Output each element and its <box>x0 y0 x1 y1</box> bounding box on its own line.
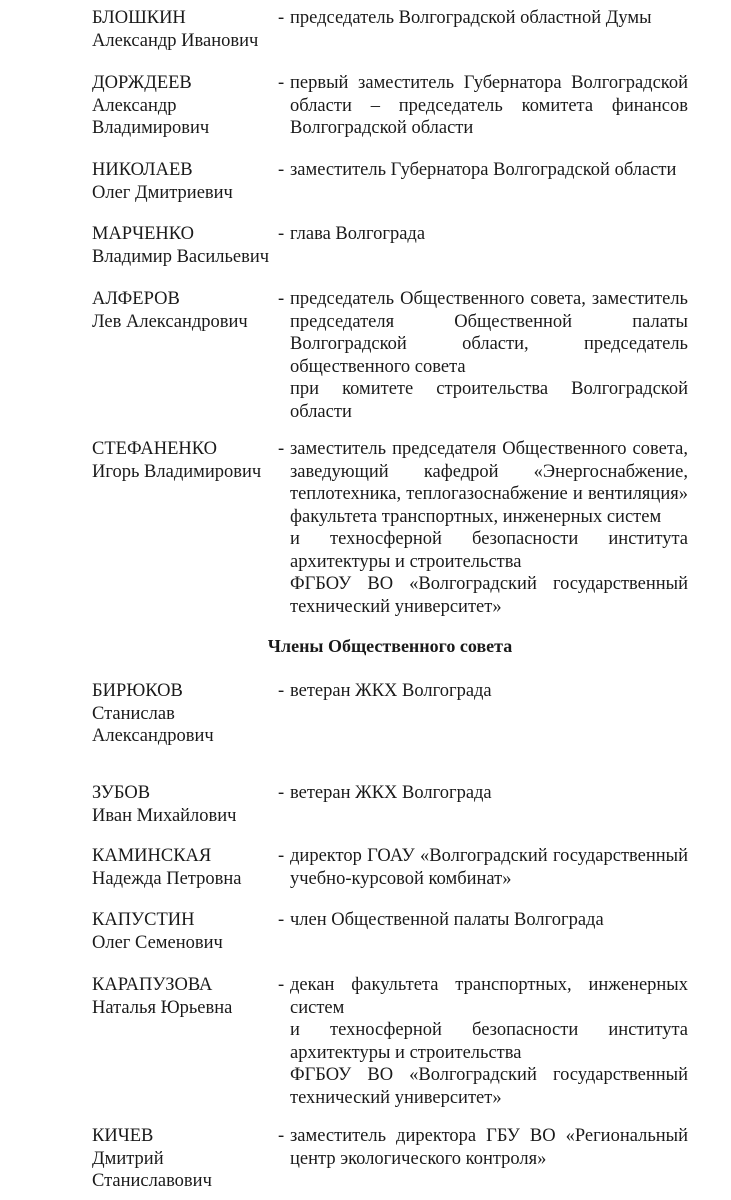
given-name: Иван Михайлович <box>92 805 237 826</box>
surname: АЛФЕРОВ <box>92 289 180 309</box>
given-name: Наталья Юрьевна <box>92 997 233 1018</box>
person-name <box>92 909 285 954</box>
position-description <box>290 782 688 805</box>
desc-line: директор ГОАУ «Волгоградский государственный <box>290 846 688 866</box>
given-name: Надежда Петровна <box>92 868 242 889</box>
person-name <box>92 974 285 1019</box>
desc-line: Волгоградской области, председатель <box>290 334 688 354</box>
surname: КАМИНСКАЯ <box>92 846 212 866</box>
desc-line: технический университет» <box>290 596 502 617</box>
position-description <box>290 974 688 1109</box>
surname: НИКОЛАЕВ <box>92 160 193 180</box>
surname: ЗУБОВ <box>92 783 151 803</box>
desc-line: ветеран ЖКХ Волгограда <box>290 681 492 701</box>
desc-line: заместитель Губернатора Волгоградской области <box>290 160 677 180</box>
position-description <box>290 7 688 30</box>
dash: - <box>278 681 285 701</box>
given-name: Олег Семенович <box>92 932 223 953</box>
desc-line: технический университет» <box>290 1087 502 1108</box>
surname: МАРЧЕНКО <box>92 224 195 244</box>
desc-line: центр экологического контроля» <box>290 1148 547 1169</box>
given-name: Олег Дмитриевич <box>92 182 233 203</box>
person-name <box>92 782 285 827</box>
given-name: Станислав <box>92 703 175 724</box>
desc-line: ФГБОУ ВО «Волгоградский государственный <box>290 1065 688 1085</box>
position-description <box>290 845 688 890</box>
desc-line: систем <box>290 997 345 1018</box>
desc-line: декан факультета транспортных, инженерных <box>290 975 688 995</box>
position-description <box>290 159 688 182</box>
desc-line: первый заместитель Губернатора Волгоградской <box>290 73 688 93</box>
desc-line: области – председатель комитета финансов <box>290 95 688 116</box>
dash: - <box>278 224 285 244</box>
person-name <box>92 159 285 204</box>
surname: БЛОШКИН <box>92 8 186 28</box>
surname: БИРЮКОВ <box>92 681 183 701</box>
dash: - <box>278 8 285 28</box>
position-description <box>290 1125 688 1170</box>
surname: КИЧЕВ <box>92 1126 154 1146</box>
desc-line: архитектуры и строительства <box>290 551 522 572</box>
desc-line: и техносферной безопасности института <box>290 1020 688 1040</box>
dash: - <box>278 846 285 866</box>
desc-line: ФГБОУ ВО «Волгоградский государственный <box>290 574 688 594</box>
person-name <box>92 223 285 268</box>
dash: - <box>278 1126 285 1146</box>
desc-line: член Общественной палаты Волгограда <box>290 910 604 930</box>
desc-line: области <box>290 401 352 422</box>
dash: - <box>278 783 285 803</box>
desc-line: теплотехника, теплогазоснабжение и вентиляция» <box>290 484 688 504</box>
desc-line: председатель Общественного совета, заместитель <box>290 289 688 309</box>
desc-line: общественного совета <box>290 356 466 377</box>
dash: - <box>278 439 285 459</box>
given-name: Александр <box>92 95 177 116</box>
position-description <box>290 223 688 246</box>
position-description <box>290 909 688 932</box>
desc-line: председателя Общественной палаты <box>290 311 688 332</box>
person-name <box>92 680 285 748</box>
person-name <box>92 1125 285 1193</box>
dash: - <box>278 289 285 309</box>
desc-line: заместитель председателя Общественного совета, <box>290 439 688 459</box>
surname: ДОРЖДЕЕВ <box>92 73 192 93</box>
desc-line: при комитете строительства Волгоградской <box>290 379 688 399</box>
given-name: Александрович <box>92 726 214 746</box>
desc-line: Волгоградской области <box>290 118 474 138</box>
person-name <box>92 288 285 333</box>
given-name: Игорь Владимирович <box>92 461 262 482</box>
given-name: Лев Александрович <box>92 311 248 332</box>
surname: СТЕФАНЕНКО <box>92 439 218 459</box>
person-name <box>92 7 285 52</box>
given-name: Владимирович <box>92 118 210 138</box>
desc-line: глава Волгограда <box>290 224 426 244</box>
person-name <box>92 845 285 890</box>
position-description <box>290 680 688 703</box>
surname: КАПУСТИН <box>92 910 195 930</box>
given-name: Владимир Васильевич <box>92 246 270 267</box>
desc-line: и техносферной безопасности института <box>290 529 688 549</box>
position-description <box>290 72 688 140</box>
surname: КАРАПУЗОВА <box>92 975 213 995</box>
dash: - <box>278 160 285 180</box>
desc-line: заместитель директора ГБУ ВО «Региональный <box>290 1126 688 1146</box>
desc-line: учебно-курсовой комбинат» <box>290 868 512 889</box>
given-name: Александр Иванович <box>92 30 259 51</box>
person-name <box>92 438 285 483</box>
dash: - <box>278 910 285 930</box>
desc-line: ветеран ЖКХ Волгограда <box>290 783 492 803</box>
given-name: Станиславович <box>92 1171 212 1191</box>
section-heading: Члены Общественного совета <box>267 636 513 656</box>
dash: - <box>278 73 285 93</box>
position-description <box>290 288 688 423</box>
dash: - <box>278 975 285 995</box>
desc-line: председатель Волгоградской областной Думы <box>290 8 652 28</box>
given-name: Дмитрий <box>92 1148 164 1169</box>
position-description <box>290 438 688 618</box>
person-name <box>92 72 285 140</box>
desc-line: архитектуры и строительства <box>290 1042 522 1063</box>
desc-line: факультета транспортных, инженерных систем <box>290 506 662 527</box>
desc-line: заведующий кафедрой «Энергоснабжение, <box>290 461 688 482</box>
